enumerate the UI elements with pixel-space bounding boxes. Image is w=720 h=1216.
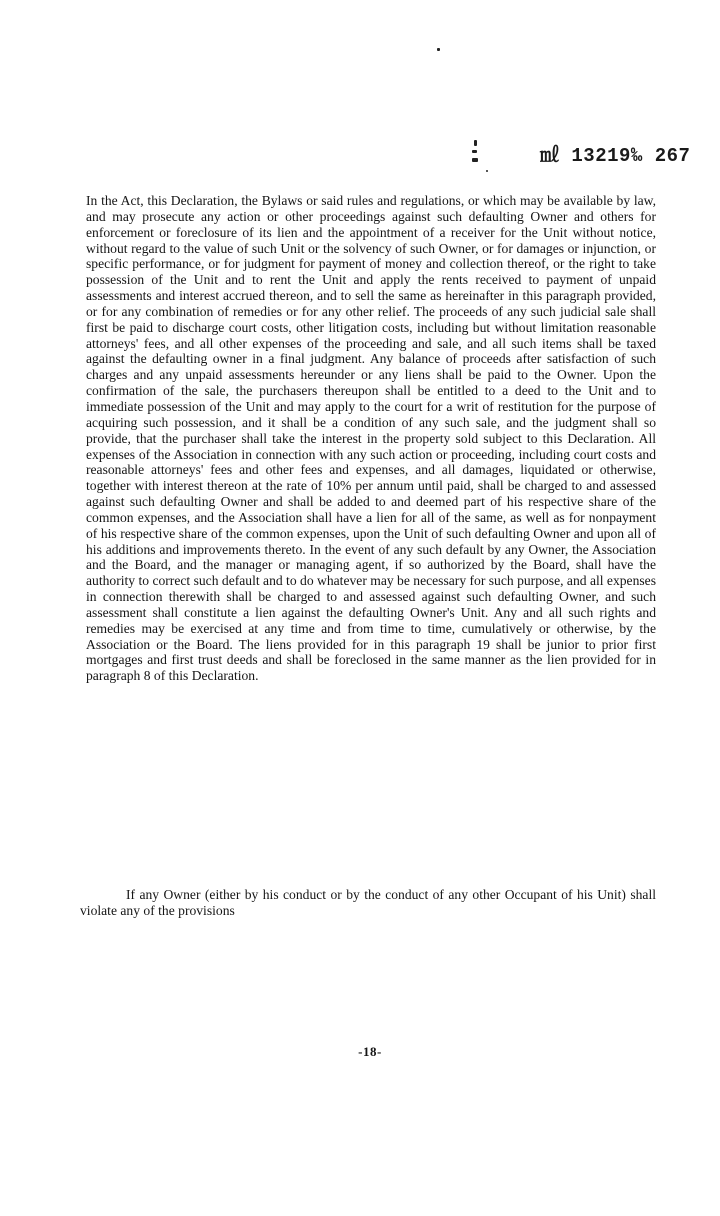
scan-speck xyxy=(486,170,488,172)
scan-speck xyxy=(437,48,440,51)
scan-speck xyxy=(474,140,477,146)
recording-stamp: ㎖ 13219‰ 267 xyxy=(540,145,691,167)
scan-speck xyxy=(472,150,477,153)
scan-speck xyxy=(472,158,478,162)
body-paragraph: In the Act, this Declaration, the Bylaws or said rules and regulations, or which may be available by law, and may prosecute any action or other proceedings against such defaulting Owner and others for enforcement or foreclosure of its lien and the appointment of a receiver for the Unit without notice, without regard to the value of such Unit or the solvency of such Owner, or for damages or injunction, or specific performance, or for judgment for payment of money and collection thereof, or the right to take possession of the Unit and to rent the Unit and apply the rents received to payment of unpaid assessments and interest accrued thereon, and to sell the same as hereinafter in this paragraph provided, or for any combination of remedies or for any other relief. The proceeds of any such judicial sale shall first be paid to discharge court costs, other litigation costs, including but without limitation reasonable attorneys' fees, and all other expenses of the proceeding and sale, and all such items shall be taxed against the defaulting owner in a final judgment. Any balance of proceeds after satisfaction of such charges and any unpaid assessments hereunder or any liens shall be paid to the Owner. Upon the confirmation of the sale, the purchasers thereupon shall be entitled to a deed to the Unit and to immediate possession of the Unit and may apply to the court for a writ of restitution for the purpose of acquiring such possession, and it shall be a condition of any such sale, and the judgment shall so provide, that the purchaser shall take the interest in the property sold subject to this Declaration. All expenses of the Association in connection with any such action or proceeding, including court costs and reasonable attorneys' fees and other fees and expenses, and all damages, liquidated or otherwise, together with interest thereon at the rate of 10% per annum until paid, shall be charged to and assessed against such defaulting Owner and shall be added to and deemed part of his respective share of the common expenses, and the Association shall have a lien for all of the same, as well as for nonpayment of his respective share of the common expenses, upon the Unit of such defaulting Owner and upon all of his additions and improvements thereto. In the event of any such default by any Owner, the Association and the Board, and the manager or managing agent, if so authorized by the Board, shall have the authority to correct such default and to do whatever may be necessary for such purpose, and all expenses in connection therewith shall be charged to and assessed against such defaulting Owner, and such assessment shall constitute a lien against the defaulting Owner's Unit. Any and all such rights and remedies may be exercised at any time and from time to time, cumulatively or otherwise, by the Association or the Board. The liens provided for in this paragraph 19 shall be junior to prior first mortgages and first trust deeds and shall be foreclosed in the same manner as the lien provided for in paragraph 8 of this Declaration. xyxy=(86,193,656,684)
body-paragraph-continued: If any Owner (either by his conduct or by the conduct of any other Occupant of his Unit) shall violate any of the provisions xyxy=(80,887,656,918)
page-number: -18- xyxy=(358,1044,382,1059)
